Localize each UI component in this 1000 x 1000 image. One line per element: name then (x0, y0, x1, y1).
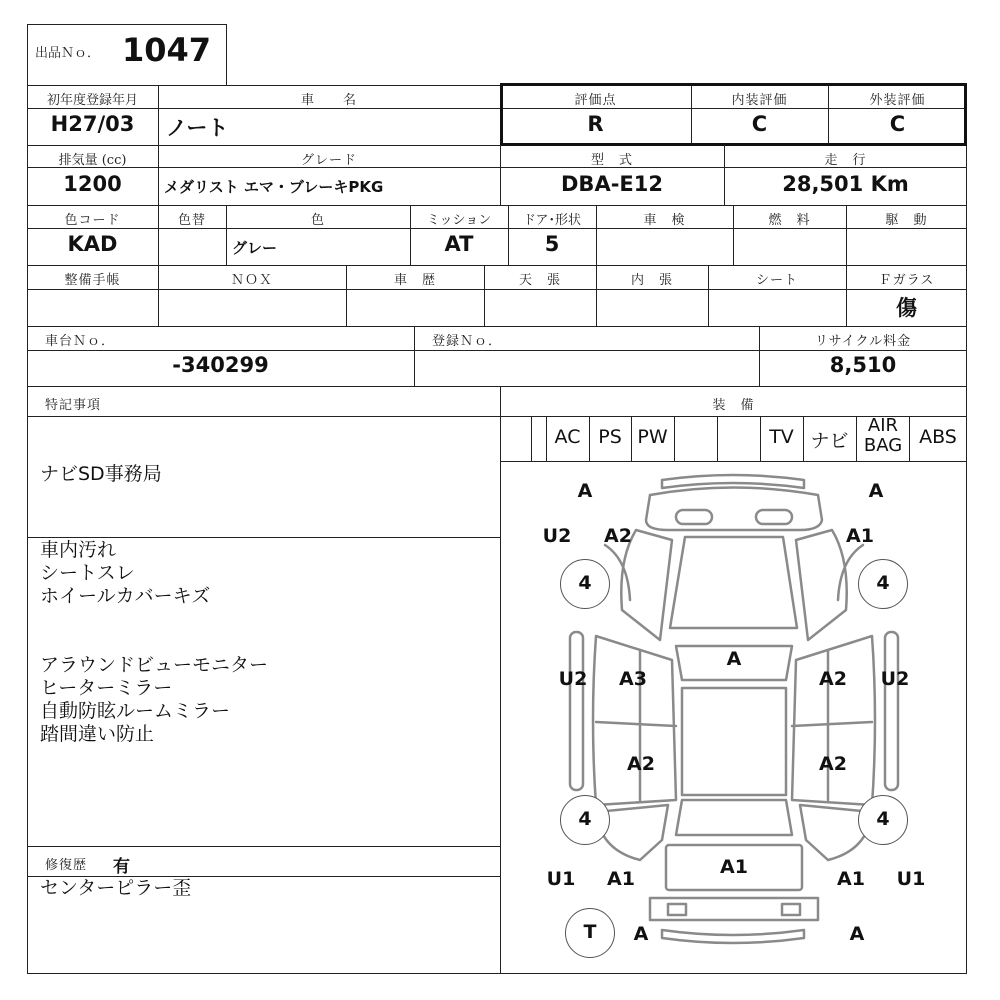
note-line: 自動防眩ルームミラー (40, 700, 231, 722)
grid-line (27, 537, 500, 538)
registration-number-label: 登録Ｎｏ． (432, 334, 503, 349)
first-registration-label: 初年度登録年月 (46, 93, 138, 108)
equipment-divider (674, 416, 675, 461)
chassis-number-label: 車台Ｎｏ． (45, 334, 116, 349)
mission-label: ミッション (426, 213, 492, 228)
grid-line (27, 205, 967, 206)
equipment-navi: ナビ (810, 430, 849, 452)
equipment-label: 装 備 (712, 398, 755, 413)
note-line: アラウンドビューモニター (40, 654, 269, 676)
color-code-label: 色コード (64, 213, 121, 228)
damage-mark: U2 (880, 668, 910, 690)
displacement-value: 1200 (63, 172, 122, 196)
damage-mark: A1 (846, 525, 874, 547)
damage-mark: A2 (819, 668, 847, 690)
repair-history-value: 有 (113, 857, 130, 877)
grid-line (414, 326, 415, 387)
model-label: 型 式 (590, 153, 633, 168)
notes-label: 特記事項 (45, 398, 102, 413)
damage-mark: A1 (720, 856, 748, 878)
inspection-label: 車 検 (643, 213, 686, 228)
interior-score-label: 内装評価 (731, 93, 788, 108)
car-name-label: 車 名 (300, 93, 357, 108)
color-label: 色 (310, 213, 325, 228)
damage-mark: A (868, 480, 884, 502)
equipment-divider (531, 416, 532, 461)
damage-mark: A2 (604, 525, 632, 547)
seat-label: シート (755, 273, 798, 288)
note-line: 踏間違い防止 (40, 723, 155, 745)
equipment-airbag: AIR BAG (863, 415, 903, 456)
note-line: シートスレ (40, 562, 135, 584)
damage-mark: U2 (542, 525, 572, 547)
damage-mark: A3 (619, 668, 647, 690)
equipment-ac: AC (554, 426, 581, 448)
grade-value: メダリスト エマ・ブレーキPKG (164, 178, 384, 196)
tyre-front-left: 4 (560, 559, 610, 609)
interior-score-value: C (751, 112, 768, 136)
tyre-rear-left: 4 (560, 795, 610, 845)
repair-note: センターピラー歪 (40, 877, 192, 899)
repaint-label: 色替 (177, 213, 206, 228)
grid-line (27, 228, 967, 229)
color-code-value: KAD (67, 232, 118, 256)
damage-mark: U1 (896, 868, 926, 890)
score-label: 評価点 (574, 93, 617, 108)
damage-mark: U2 (558, 668, 588, 690)
roof-lining-label: 天 張 (518, 273, 561, 288)
door-value: 5 (544, 232, 560, 256)
equipment-pw: PW (637, 426, 668, 448)
note-line: ナビSD事務局 (40, 463, 162, 485)
recycle-fee-label: リサイクル料金 (814, 334, 912, 349)
mileage-label: 走 行 (824, 153, 867, 168)
damage-mark: A (849, 923, 865, 945)
damage-mark: A1 (607, 868, 635, 890)
lot-number-value: 1047 (122, 31, 212, 69)
grade-label: グレード (300, 153, 357, 168)
damage-mark: A (633, 923, 649, 945)
chassis-number-value: -340299 (172, 353, 269, 377)
equipment-divider (717, 416, 718, 461)
mission-value: AT (444, 232, 474, 256)
mileage-value: 28,501 Km (782, 172, 909, 196)
repair-history-label: 修復歴 (45, 858, 88, 873)
note-line: 車内汚れ (40, 539, 117, 561)
note-line: ホイールカバーキズ (40, 585, 211, 607)
displacement-label: 排気量 (cc) (58, 153, 127, 168)
interior-trim-label: 内 張 (630, 273, 673, 288)
door-label: ドア･形状 (522, 213, 582, 228)
vehicle-history-label: 車 歴 (393, 273, 436, 288)
first-registration-value: H27/03 (50, 112, 135, 136)
damage-mark: A2 (627, 753, 655, 775)
exterior-score-label: 外装評価 (869, 93, 926, 108)
front-glass-label: Ｆガラス (878, 273, 935, 288)
fuel-label: 燃 料 (768, 213, 811, 228)
front-glass-value: 傷 (896, 296, 917, 320)
damage-mark: U1 (546, 868, 576, 890)
tyre-front-right: 4 (858, 559, 908, 609)
equipment-ps: PS (598, 426, 622, 448)
car-name-value: ノート (166, 116, 229, 140)
drive-label: 駆 動 (885, 213, 928, 228)
note-line: ヒーターミラー (40, 677, 173, 699)
damage-mark: A1 (837, 868, 865, 890)
equipment-divider (856, 416, 857, 461)
damage-mark: A (577, 480, 593, 502)
tyre-rear-right: 4 (858, 795, 908, 845)
model-value: DBA-E12 (561, 172, 663, 196)
service-book-label: 整備手帳 (64, 273, 121, 288)
grid-line (27, 265, 967, 266)
damage-mark: A (726, 648, 742, 670)
grid-line (27, 350, 967, 351)
lot-number-label: 出品Ｎｏ． (35, 46, 101, 61)
score-value: R (587, 112, 604, 136)
grid-line (27, 416, 967, 417)
tyre-spare: T (565, 908, 615, 958)
exterior-score-value: C (889, 112, 906, 136)
recycle-fee-value: 8,510 (829, 353, 897, 377)
damage-mark: A2 (819, 753, 847, 775)
nox-label: ＮＯＸ (230, 273, 273, 288)
grid-line (27, 846, 500, 847)
equipment-abs: ABS (919, 426, 957, 448)
equipment-tv: TV (769, 426, 794, 448)
grid-line (27, 326, 967, 327)
color-value: グレー (232, 239, 278, 257)
grid-line (27, 289, 967, 290)
